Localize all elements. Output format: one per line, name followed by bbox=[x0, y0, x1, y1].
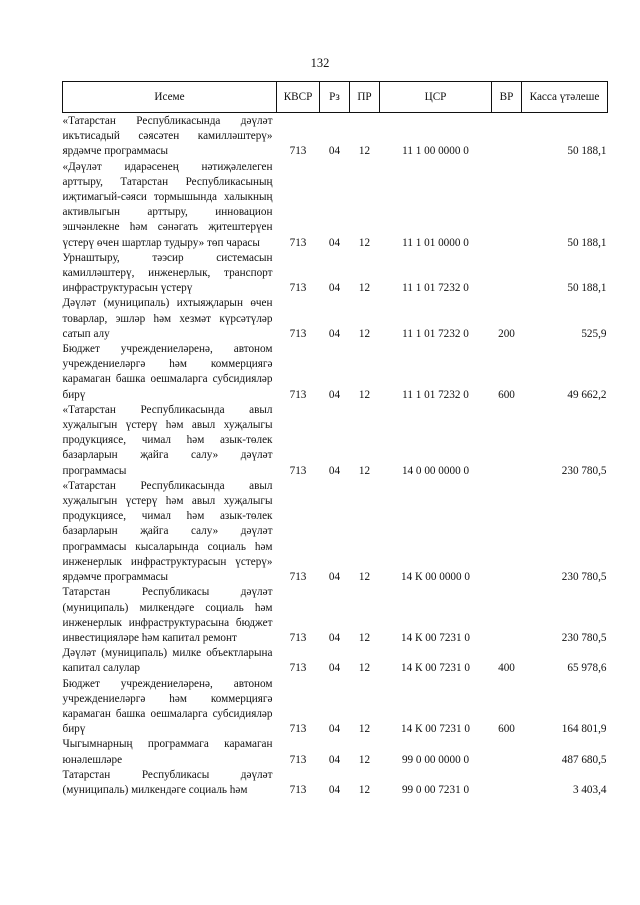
row-rz: 04 bbox=[328, 236, 341, 249]
row-sum: 3 403,4 bbox=[572, 783, 607, 796]
row-sum: 65 978,6 bbox=[567, 662, 607, 675]
table-row bbox=[63, 342, 608, 403]
row-rz: 04 bbox=[328, 282, 341, 295]
row-name: Чыгымнарның программага карамаган юнәлешләре bbox=[62, 738, 273, 766]
table-row bbox=[63, 585, 608, 646]
row-csr: 14 К 00 7231 0 bbox=[401, 662, 470, 675]
row-sum: 525,9 bbox=[581, 327, 607, 340]
row-vr bbox=[492, 479, 522, 585]
row-kvsr: 713 bbox=[289, 327, 307, 340]
table-row bbox=[63, 160, 608, 251]
row-name: «Дәүләт идарәсенең нәтиҗәлелеген арттыру, Татарстан Республикасының иҗтимагый-сәяси тормышында халыкның активлыгын арттыру, инновацион эшчәнлекне һәм сәнәгать җитештерүен үстерү өчен шартлар тудыру» төп чарасы bbox=[62, 160, 273, 249]
row-vr bbox=[492, 160, 522, 251]
row-csr: 11 1 01 0000 0 bbox=[402, 236, 469, 249]
table-row bbox=[63, 403, 608, 479]
row-pr: 12 bbox=[358, 327, 371, 340]
row-csr: 14 К 00 7231 0 bbox=[401, 631, 470, 644]
row-kvsr: 713 bbox=[289, 145, 307, 158]
row-csr: 99 0 00 7231 0 bbox=[401, 783, 470, 796]
row-csr: 11 1 00 0000 0 bbox=[402, 145, 469, 158]
row-sum: 49 662,2 bbox=[567, 388, 607, 401]
row-pr: 12 bbox=[358, 723, 371, 736]
row-name: Татарстан Республикасы дәүләт (муниципаль) милкендәге социаль һәм bbox=[62, 768, 273, 796]
row-sum: 230 780,5 bbox=[561, 631, 607, 644]
row-sum: 50 188,1 bbox=[567, 236, 607, 249]
row-vr bbox=[492, 585, 522, 646]
row-name: Бюджет учреждениеләренә, автоном учреждениеләргә һәм коммерциягә карамаган башка оешмаларга субсидияләр бирү bbox=[62, 677, 273, 736]
row-pr: 12 bbox=[358, 145, 371, 158]
table-row bbox=[63, 768, 608, 798]
row-pr: 12 bbox=[358, 236, 371, 249]
row-kvsr: 713 bbox=[289, 236, 307, 249]
row-sum: 487 680,5 bbox=[561, 753, 607, 766]
row-csr: 11 1 01 7232 0 bbox=[402, 327, 469, 340]
row-vr bbox=[492, 251, 522, 297]
row-rz: 04 bbox=[328, 753, 341, 766]
header-pr: ПР bbox=[350, 82, 380, 113]
row-pr: 12 bbox=[358, 282, 371, 295]
header-sum: Касса үтәлеше bbox=[522, 82, 608, 113]
row-csr: 11 1 01 7232 0 bbox=[402, 282, 469, 295]
table-row bbox=[63, 646, 608, 676]
row-sum: 230 780,5 bbox=[561, 571, 607, 584]
header-name: Исеме bbox=[63, 82, 277, 113]
row-csr: 99 0 00 0000 0 bbox=[401, 753, 470, 766]
row-rz: 04 bbox=[328, 464, 341, 477]
row-name: «Татарстан Республикасында авыл хуҗалыгын үстерү һәм авыл хуҗалыгы продукциясе, чимал һәм азык-төлек базарларын җайга салу» дәүләт программасы bbox=[62, 403, 273, 477]
row-pr: 12 bbox=[358, 662, 371, 675]
budget-table bbox=[62, 81, 608, 798]
row-rz: 04 bbox=[328, 145, 341, 158]
header-csr: ЦСР bbox=[380, 82, 492, 113]
row-sum: 230 780,5 bbox=[561, 464, 607, 477]
row-vr: 400 bbox=[498, 662, 515, 675]
row-name: Дәүләт (муниципаль) ихтыяҗларын өчен товарлар, эшләр һәм хезмәт күрсәтүләр сатып алу bbox=[62, 297, 273, 340]
table-row bbox=[63, 677, 608, 738]
row-kvsr: 713 bbox=[289, 631, 307, 644]
row-vr bbox=[492, 403, 522, 479]
row-vr: 600 bbox=[498, 388, 515, 401]
row-kvsr: 713 bbox=[289, 464, 307, 477]
table-header-row bbox=[63, 82, 608, 113]
row-vr: 600 bbox=[498, 723, 515, 736]
row-pr: 12 bbox=[358, 631, 371, 644]
row-kvsr: 713 bbox=[289, 662, 307, 675]
row-pr: 12 bbox=[358, 571, 371, 584]
row-rz: 04 bbox=[328, 783, 341, 796]
row-rz: 04 bbox=[328, 631, 341, 644]
row-kvsr: 713 bbox=[289, 282, 307, 295]
row-vr bbox=[492, 737, 522, 767]
row-rz: 04 bbox=[328, 327, 341, 340]
header-kvsr: КВСР bbox=[277, 82, 320, 113]
row-rz: 04 bbox=[328, 723, 341, 736]
row-pr: 12 bbox=[358, 388, 371, 401]
row-rz: 04 bbox=[328, 662, 341, 675]
header-vr: ВР bbox=[492, 82, 522, 113]
row-csr: 11 1 01 7232 0 bbox=[402, 388, 469, 401]
row-name: Урнаштыру, тәэсир системасын камилләштерү, инженерлык, транспорт инфраструктурасын үстерү bbox=[62, 251, 273, 295]
row-name: Дәүләт (муниципаль) милке объектларына капитал салулар bbox=[62, 647, 273, 675]
row-kvsr: 713 bbox=[289, 388, 307, 401]
row-pr: 12 bbox=[358, 464, 371, 477]
table-row bbox=[63, 251, 608, 297]
row-kvsr: 713 bbox=[289, 783, 307, 796]
row-pr: 12 bbox=[358, 753, 371, 766]
table-row bbox=[63, 113, 608, 160]
table-row bbox=[63, 296, 608, 342]
row-name: Татарстан Республикасы дәүләт (муниципаль) милкендәге социаль һәм инженерлык инфраструктурасына бюджет инвестицияләре һәм капитал ремонт bbox=[62, 586, 273, 644]
row-csr: 14 К 00 0000 0 bbox=[401, 571, 470, 584]
row-sum: 164 801,9 bbox=[561, 723, 607, 736]
table-row bbox=[63, 479, 608, 585]
row-kvsr: 713 bbox=[289, 753, 307, 766]
page-number: 132 bbox=[310, 56, 330, 70]
row-name: «Татарстан Республикасында авыл хуҗалыгын үстерү һәм авыл хуҗалыгы продукциясе, чимал һәм азык-төлек базарларын җайга салу» дәүләт программасы кысаларында социаль һәм инженерлык инфраструктурасын үстерү» ярдәмче программасы bbox=[62, 479, 273, 584]
row-rz: 04 bbox=[328, 388, 341, 401]
row-name: «Татарстан Республикасында дәүләт икътисадый сәясәтен камилләштерү» ярдәмче программасы bbox=[62, 115, 273, 158]
row-sum: 50 188,1 bbox=[567, 282, 607, 295]
row-kvsr: 713 bbox=[289, 723, 307, 736]
row-vr: 200 bbox=[498, 327, 515, 340]
row-csr: 14 К 00 7231 0 bbox=[401, 723, 470, 736]
row-pr: 12 bbox=[358, 783, 371, 796]
row-sum: 50 188,1 bbox=[567, 145, 607, 158]
row-csr: 14 0 00 0000 0 bbox=[401, 464, 470, 477]
header-rz: Рз bbox=[320, 82, 350, 113]
row-kvsr: 713 bbox=[289, 571, 307, 584]
row-vr bbox=[492, 113, 522, 160]
row-vr bbox=[492, 768, 522, 798]
row-name: Бюджет учреждениеләренә, автоном учреждениеләргә һәм коммерциягә карамаган башка оешмаларга субсидияләр бирү bbox=[62, 343, 273, 401]
table-row bbox=[63, 737, 608, 767]
row-rz: 04 bbox=[328, 571, 341, 584]
